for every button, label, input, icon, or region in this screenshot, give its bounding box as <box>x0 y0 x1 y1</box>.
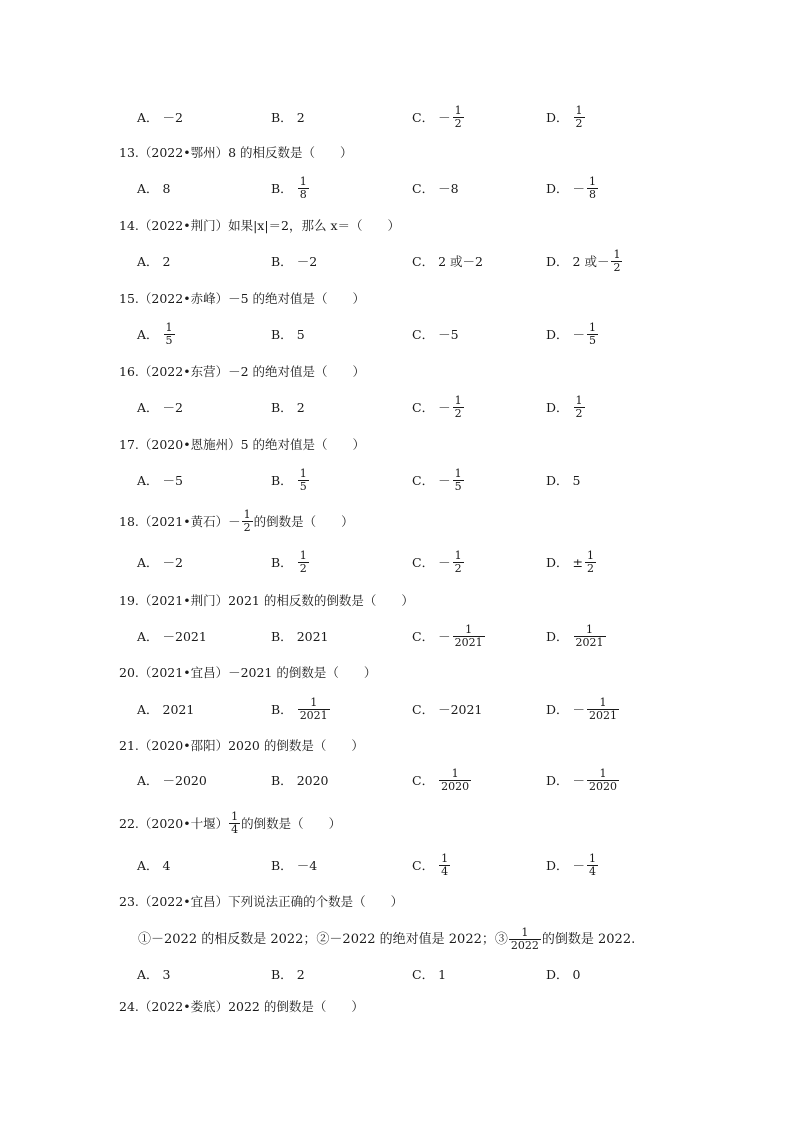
option-letter: C． <box>412 702 435 717</box>
option-letter: A． <box>137 555 159 570</box>
option-value: － <box>438 628 451 644</box>
fraction-numerator: 1 <box>589 852 597 865</box>
answer-option-c[interactable] <box>412 702 483 718</box>
option-value: 2021 <box>296 629 329 644</box>
option-value: 2 <box>162 254 171 269</box>
option-value: 4 <box>162 858 171 873</box>
option-value: － <box>572 326 586 342</box>
option-letter: A． <box>137 967 159 982</box>
option-letter: A． <box>137 473 159 488</box>
fraction <box>298 697 330 722</box>
fraction-numerator: 1 <box>586 623 594 636</box>
option-value: － <box>572 701 586 717</box>
fraction <box>298 550 309 575</box>
answer-option-d[interactable] <box>546 322 599 347</box>
fraction <box>242 509 253 534</box>
answer-option-a[interactable] <box>137 629 208 645</box>
fraction-numerator: 1 <box>231 810 239 823</box>
answer-option-a[interactable] <box>137 322 176 347</box>
fraction <box>453 395 464 420</box>
stem-suffix: 的倒数是（ ） <box>253 513 354 529</box>
option-letter: C． <box>412 554 435 570</box>
answer-option-c[interactable] <box>412 967 447 983</box>
fraction-numerator: 1 <box>454 467 462 480</box>
option-letter: D． <box>546 628 569 644</box>
fraction-denominator: 2 <box>454 117 462 130</box>
option-letter: C． <box>412 967 435 982</box>
fraction <box>453 105 464 130</box>
fraction <box>453 624 485 649</box>
option-value: －2 <box>162 400 183 415</box>
answer-option-a[interactable] <box>137 400 184 416</box>
option-letter: B． <box>271 773 293 788</box>
option-letter: D． <box>546 253 569 269</box>
question-stem: 24.（2022•娄底）2022 的倒数是（ ） <box>119 999 364 1014</box>
fraction <box>574 395 585 420</box>
fraction-denominator: 2 <box>613 261 621 274</box>
answer-option-d[interactable] <box>546 624 607 649</box>
question-stem: 20.（2021•宜昌）－2021 的倒数是（ ） <box>119 665 377 680</box>
answer-option-a[interactable] <box>137 773 208 789</box>
fraction <box>453 550 464 575</box>
fraction <box>587 768 619 793</box>
option-value: －2021 <box>162 629 207 644</box>
fraction-denominator: 2021 <box>589 709 618 722</box>
fraction-numerator: 1 <box>165 321 173 334</box>
option-letter: A． <box>137 254 159 269</box>
fraction <box>229 811 240 836</box>
option-letter: D． <box>546 109 569 125</box>
option-value: 2 或－ <box>572 253 610 269</box>
answer-option-a[interactable] <box>137 702 195 718</box>
fraction-numerator: 1 <box>310 696 318 709</box>
option-value: 2021 <box>162 702 195 717</box>
answer-option-c[interactable] <box>412 254 484 270</box>
option-value: 8 <box>162 181 171 196</box>
option-letter: C． <box>412 254 435 269</box>
fraction <box>439 853 450 878</box>
fraction-denominator: 2 <box>243 521 251 534</box>
fraction-denominator: 8 <box>589 188 597 201</box>
question-stem: 13.（2022•鄂州）8 的相反数是（ ） <box>119 145 353 160</box>
fraction <box>164 322 175 347</box>
option-value: －5 <box>162 473 183 488</box>
fraction <box>587 697 619 722</box>
option-value: － <box>438 472 451 488</box>
option-value: － <box>438 399 451 415</box>
fraction-denominator: 4 <box>589 865 597 878</box>
option-letter: C． <box>412 399 435 415</box>
option-letter: D． <box>546 180 569 196</box>
option-letter: D． <box>546 967 569 982</box>
fraction <box>587 322 598 347</box>
option-letter: B． <box>271 327 293 342</box>
question-stem: 14.（2022•荆门）如果|x|＝2，那么 x＝（ ） <box>119 218 401 233</box>
option-letter: B． <box>271 858 293 873</box>
option-letter: D． <box>546 772 569 788</box>
fraction-denominator: 2 <box>454 407 462 420</box>
option-letter: B． <box>271 701 293 717</box>
answer-option-a[interactable] <box>137 555 184 571</box>
option-letter: B． <box>271 629 293 644</box>
fraction-denominator: 4 <box>231 823 239 836</box>
question-stem: 21.（2020•邵阳）2020 的倒数是（ ） <box>119 738 364 753</box>
option-letter: C． <box>412 181 435 196</box>
fraction <box>439 768 471 793</box>
option-letter: C． <box>412 472 435 488</box>
answer-option-a[interactable] <box>137 110 184 126</box>
answer-option-b[interactable] <box>271 967 306 983</box>
fraction <box>587 853 598 878</box>
option-value: 3 <box>162 967 171 982</box>
option-letter: B． <box>271 967 293 982</box>
fraction-numerator: 1 <box>599 696 607 709</box>
option-value: －2020 <box>162 773 207 788</box>
answer-option-a[interactable] <box>137 858 171 874</box>
fraction <box>574 624 606 649</box>
answer-option-c[interactable] <box>412 395 465 420</box>
answer-option-c[interactable] <box>412 468 465 493</box>
fraction-numerator: 1 <box>299 467 307 480</box>
statement-list <box>138 927 635 952</box>
fraction <box>585 550 596 575</box>
fraction-denominator: 8 <box>299 188 307 201</box>
option-value: 2020 <box>296 773 329 788</box>
answer-option-b[interactable] <box>271 327 306 343</box>
answer-option-b[interactable] <box>271 176 310 201</box>
answer-option-a[interactable] <box>137 967 171 983</box>
fraction-denominator: 2 <box>575 117 583 130</box>
answer-option-c[interactable] <box>412 181 460 197</box>
fraction <box>587 176 598 201</box>
fraction <box>298 468 309 493</box>
answer-option-b[interactable] <box>271 629 330 645</box>
fraction-denominator: 2 <box>299 562 307 575</box>
option-letter: B． <box>271 554 293 570</box>
option-value: －4 <box>296 858 318 873</box>
option-letter: C． <box>412 109 435 125</box>
fraction-denominator: 2 <box>587 562 595 575</box>
option-value: －2021 <box>438 702 483 717</box>
fraction-numerator: 1 <box>587 549 595 562</box>
option-letter: B． <box>271 472 293 488</box>
answer-option-b[interactable] <box>271 468 310 493</box>
option-value: 5 <box>572 473 581 488</box>
fraction-numerator: 1 <box>299 549 307 562</box>
fraction-denominator: 5 <box>299 480 307 493</box>
question-stem: 23.（2022•宜昌）下列说法正确的个数是（ ） <box>119 894 404 909</box>
option-value: － <box>572 180 586 196</box>
answer-option-d[interactable] <box>546 697 620 722</box>
option-value: 1 <box>438 967 447 982</box>
fraction-numerator: 1 <box>589 175 597 188</box>
fraction-numerator: 1 <box>454 394 462 407</box>
option-letter: A． <box>137 326 159 342</box>
fraction-denominator: 2021 <box>575 636 604 649</box>
option-letter: A． <box>137 629 159 644</box>
option-value: 2 <box>296 400 305 415</box>
fraction-denominator: 4 <box>441 865 449 878</box>
fraction-denominator: 2022 <box>510 939 539 952</box>
option-letter: B． <box>271 180 293 196</box>
fraction <box>453 468 464 493</box>
answer-option-d[interactable] <box>546 550 597 575</box>
fraction <box>298 176 309 201</box>
option-value: 2 <box>296 110 305 125</box>
question-stem: 16.（2022•东营）－2 的绝对值是（ ） <box>119 364 365 379</box>
fraction-numerator: 1 <box>441 852 449 865</box>
fraction-numerator: 1 <box>454 549 462 562</box>
answer-option-b[interactable] <box>271 550 310 575</box>
option-letter: D． <box>546 473 569 488</box>
fraction <box>611 249 622 274</box>
question-stem: 17.（2020•恩施州）5 的绝对值是（ ） <box>119 437 365 452</box>
fraction-denominator: 2020 <box>589 780 618 793</box>
option-value: － <box>572 772 586 788</box>
option-value: －2 <box>296 254 318 269</box>
fraction-numerator: 1 <box>575 394 583 407</box>
fraction-numerator: 1 <box>243 508 251 521</box>
fraction-numerator: 1 <box>599 767 607 780</box>
statement-text-end: 的倒数是 2022. <box>541 931 636 947</box>
fraction-denominator: 5 <box>589 334 597 347</box>
fraction-denominator: 2 <box>575 407 583 420</box>
answer-option-b[interactable] <box>271 400 306 416</box>
fraction-numerator: 1 <box>454 104 462 117</box>
option-value: －2 <box>162 110 183 125</box>
fraction <box>509 927 541 952</box>
option-value: ± <box>572 554 584 570</box>
option-value: 5 <box>296 327 305 342</box>
option-letter: B． <box>271 110 293 125</box>
option-letter: B． <box>271 254 293 269</box>
answer-option-c[interactable] <box>412 768 472 793</box>
fraction-denominator: 5 <box>454 480 462 493</box>
answer-option-b[interactable] <box>271 697 331 722</box>
option-letter: C． <box>412 327 435 342</box>
fraction-numerator: 1 <box>299 175 307 188</box>
option-value: 2 <box>296 967 305 982</box>
option-value: 2 或－2 <box>438 254 483 269</box>
option-value: －5 <box>438 327 459 342</box>
answer-option-c[interactable] <box>412 624 486 649</box>
option-letter: C． <box>412 628 435 644</box>
answer-option-a[interactable] <box>137 473 184 489</box>
fraction-numerator: 1 <box>465 623 473 636</box>
answer-option-a[interactable] <box>137 181 171 197</box>
fraction-denominator: 5 <box>165 334 173 347</box>
answer-option-d[interactable] <box>546 176 599 201</box>
answer-option-d[interactable] <box>546 853 599 878</box>
stem-prefix: 22.（2020•十堰） <box>119 815 229 831</box>
option-letter: A． <box>137 773 159 788</box>
answer-option-c[interactable] <box>412 550 465 575</box>
question-stem: 19.（2021•荆门）2021 的相反数的倒数是（ ） <box>119 593 414 608</box>
option-letter: D． <box>546 399 569 415</box>
option-letter: A． <box>137 858 159 873</box>
fraction-denominator: 2021 <box>454 636 483 649</box>
option-letter: A． <box>137 181 159 196</box>
option-value: 0 <box>572 967 581 982</box>
option-letter: D． <box>546 326 569 342</box>
answer-option-b[interactable] <box>271 110 306 126</box>
fraction <box>574 105 585 130</box>
answer-option-a[interactable] <box>137 254 171 270</box>
option-letter: C． <box>412 857 435 873</box>
fraction-numerator: 1 <box>521 926 529 939</box>
option-value: －8 <box>438 181 459 196</box>
question-stem <box>119 509 354 534</box>
option-value: － <box>572 857 586 873</box>
fraction-numerator: 1 <box>575 104 583 117</box>
fraction-numerator: 1 <box>451 767 459 780</box>
question-stem: 15.（2022•赤峰）－5 的绝对值是（ ） <box>119 291 365 306</box>
fraction-denominator: 2021 <box>299 709 328 722</box>
option-value: － <box>438 554 451 570</box>
question-stem <box>119 811 341 836</box>
fraction-numerator: 1 <box>613 248 621 261</box>
option-letter: D． <box>546 554 569 570</box>
fraction-denominator: 2 <box>454 562 462 575</box>
option-letter: D． <box>546 701 569 717</box>
statement-text: ①－2022 的相反数是 2022；②－2022 的绝对值是 2022；③ <box>138 931 508 947</box>
answer-option-b[interactable] <box>271 773 330 789</box>
option-letter: C． <box>412 772 435 788</box>
answer-option-b[interactable] <box>271 858 318 874</box>
answer-option-d[interactable] <box>546 768 620 793</box>
option-letter: A． <box>137 400 159 415</box>
answer-option-d[interactable] <box>546 473 581 489</box>
fraction-denominator: 2020 <box>441 780 470 793</box>
stem-suffix: 的倒数是（ ） <box>241 815 342 831</box>
answer-option-d[interactable] <box>546 967 581 983</box>
answer-option-c[interactable] <box>412 327 460 343</box>
option-value: － <box>438 109 451 125</box>
answer-option-d[interactable] <box>546 395 586 420</box>
answer-option-d[interactable] <box>546 105 586 130</box>
option-letter: A． <box>137 110 159 125</box>
fraction-numerator: 1 <box>589 321 597 334</box>
answer-option-d[interactable] <box>546 249 623 274</box>
stem-prefix: 18.（2021•黄石）－ <box>119 513 241 529</box>
option-value: －2 <box>162 555 183 570</box>
option-letter: D． <box>546 857 569 873</box>
option-letter: A． <box>137 702 159 717</box>
answer-option-b[interactable] <box>271 254 318 270</box>
option-letter: B． <box>271 400 293 415</box>
answer-option-c[interactable] <box>412 853 451 878</box>
answer-option-c[interactable] <box>412 105 465 130</box>
